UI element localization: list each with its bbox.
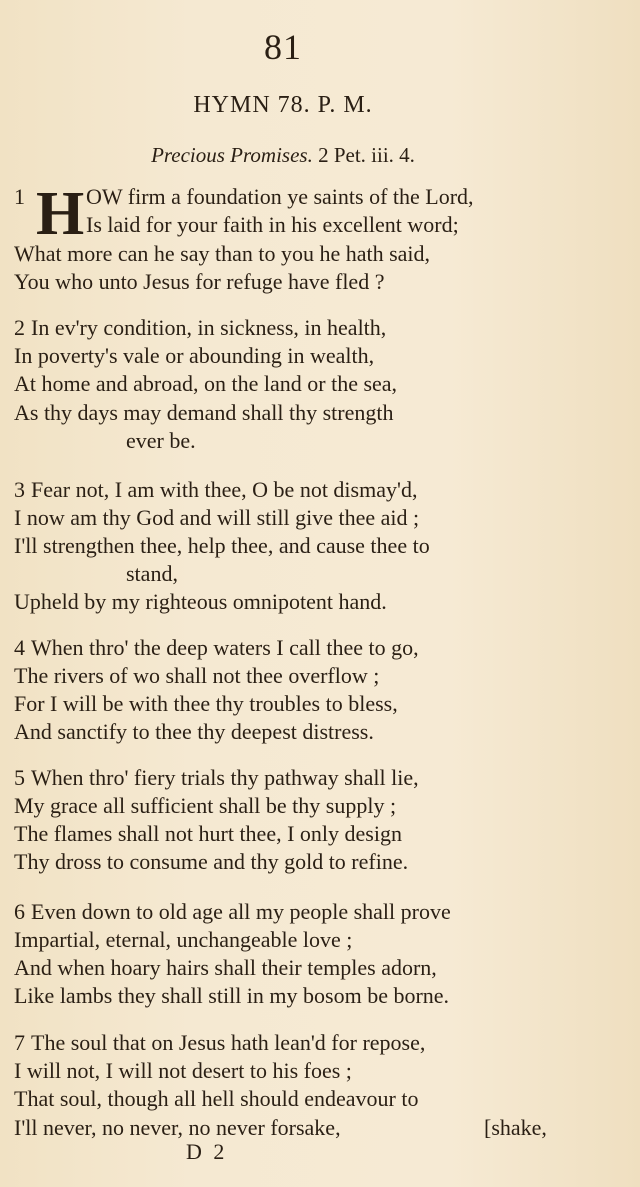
verse-line: What more can he say than to you he hath said, [14,241,431,266]
stanza-number: 6 [14,899,25,924]
verse-line: Upheld by my righteous omnipotent hand. [14,589,387,614]
stanza-number: 3 [14,477,25,502]
verse-line: You who unto Jesus for refuge have fled ? [14,269,385,294]
subtitle-theme: Precious Promises. [151,143,313,167]
stanza-7-line-1 [14,1029,425,1057]
stanza-3-line-1 [14,476,417,504]
drop-cap: H [36,180,85,248]
hymn-title: HYMN 78. P. M. [193,92,373,118]
verse-line: Like lambs they shall still in my bosom be borne. [14,983,450,1008]
stanza-number: 2 [14,315,25,340]
verse-line: The flames shall not hurt thee, I only design [14,821,402,846]
stanza-5-line-1 [14,764,419,792]
page-number: 81 [264,27,302,67]
verse-line: The rivers of wo shall not thee overflow ; [14,663,380,688]
stanza-6-line-1 [14,898,451,926]
scripture-reference: 2 Pet. iii. 4. [318,143,415,167]
verse-line: The soul that on Jesus hath lean'd for repose, [31,1030,426,1055]
verse-line: I now am thy God and will still give thee aid ; [14,505,420,530]
verse-line: In ev'ry condition, in sickness, in health, [31,315,387,340]
verse-line: That soul, though all hell should endeavour to [14,1086,419,1111]
verse-line: I will not, I will not desert to his foes ; [14,1058,352,1083]
bracketed-word: [shake, [484,1115,547,1140]
stanza-number: 4 [14,635,25,660]
verse-line: I'll strengthen thee, help thee, and cause thee to [14,533,430,558]
verse-line: At home and abroad, on the land or the sea, [14,371,398,396]
hymn-subtitle [0,143,566,168]
verse-line: stand, [126,561,178,586]
stanza-number: 5 [14,765,25,790]
verse-line: And sanctify to thee thy deepest distress. [14,719,374,744]
verse-line: Thy dross to consume and thy gold to refine. [14,849,409,874]
verse-line: When thro' the deep waters I call thee to go, [31,635,419,660]
verse-line: In poverty's vale or abounding in wealth, [14,343,375,368]
stanza-2-line-1 [14,314,386,342]
stanza-4-line-1 [14,634,419,662]
stanza-number: 7 [14,1030,25,1055]
verse-line: My grace all sufficient shall be thy supply ; [14,793,397,818]
verse-line: When thro' fiery trials thy pathway shall lie, [31,765,419,790]
verse-line: I'll never, no never, no never forsake, [14,1115,341,1140]
verse-line: For I will be with thee thy troubles to bless, [14,691,398,716]
verse-line: Is laid for your faith in his excellent word; [86,212,459,237]
signature-mark: D 2 [186,1139,228,1164]
verse-line: And when hoary hairs shall their temples adorn, [14,955,437,980]
verse-line: As thy days may demand shall thy strength [14,400,394,425]
verse-line: Fear not, I am with thee, O be not dismay'd, [31,477,418,502]
verse-line: OW firm a foundation ye saints of the Lord, [86,184,474,209]
verse-line: Even down to old age all my people shall prove [31,899,451,924]
stanza-number: 1 [14,184,25,209]
verse-line: ever be. [126,428,196,453]
verse-line: Impartial, eternal, unchangeable love ; [14,927,353,952]
